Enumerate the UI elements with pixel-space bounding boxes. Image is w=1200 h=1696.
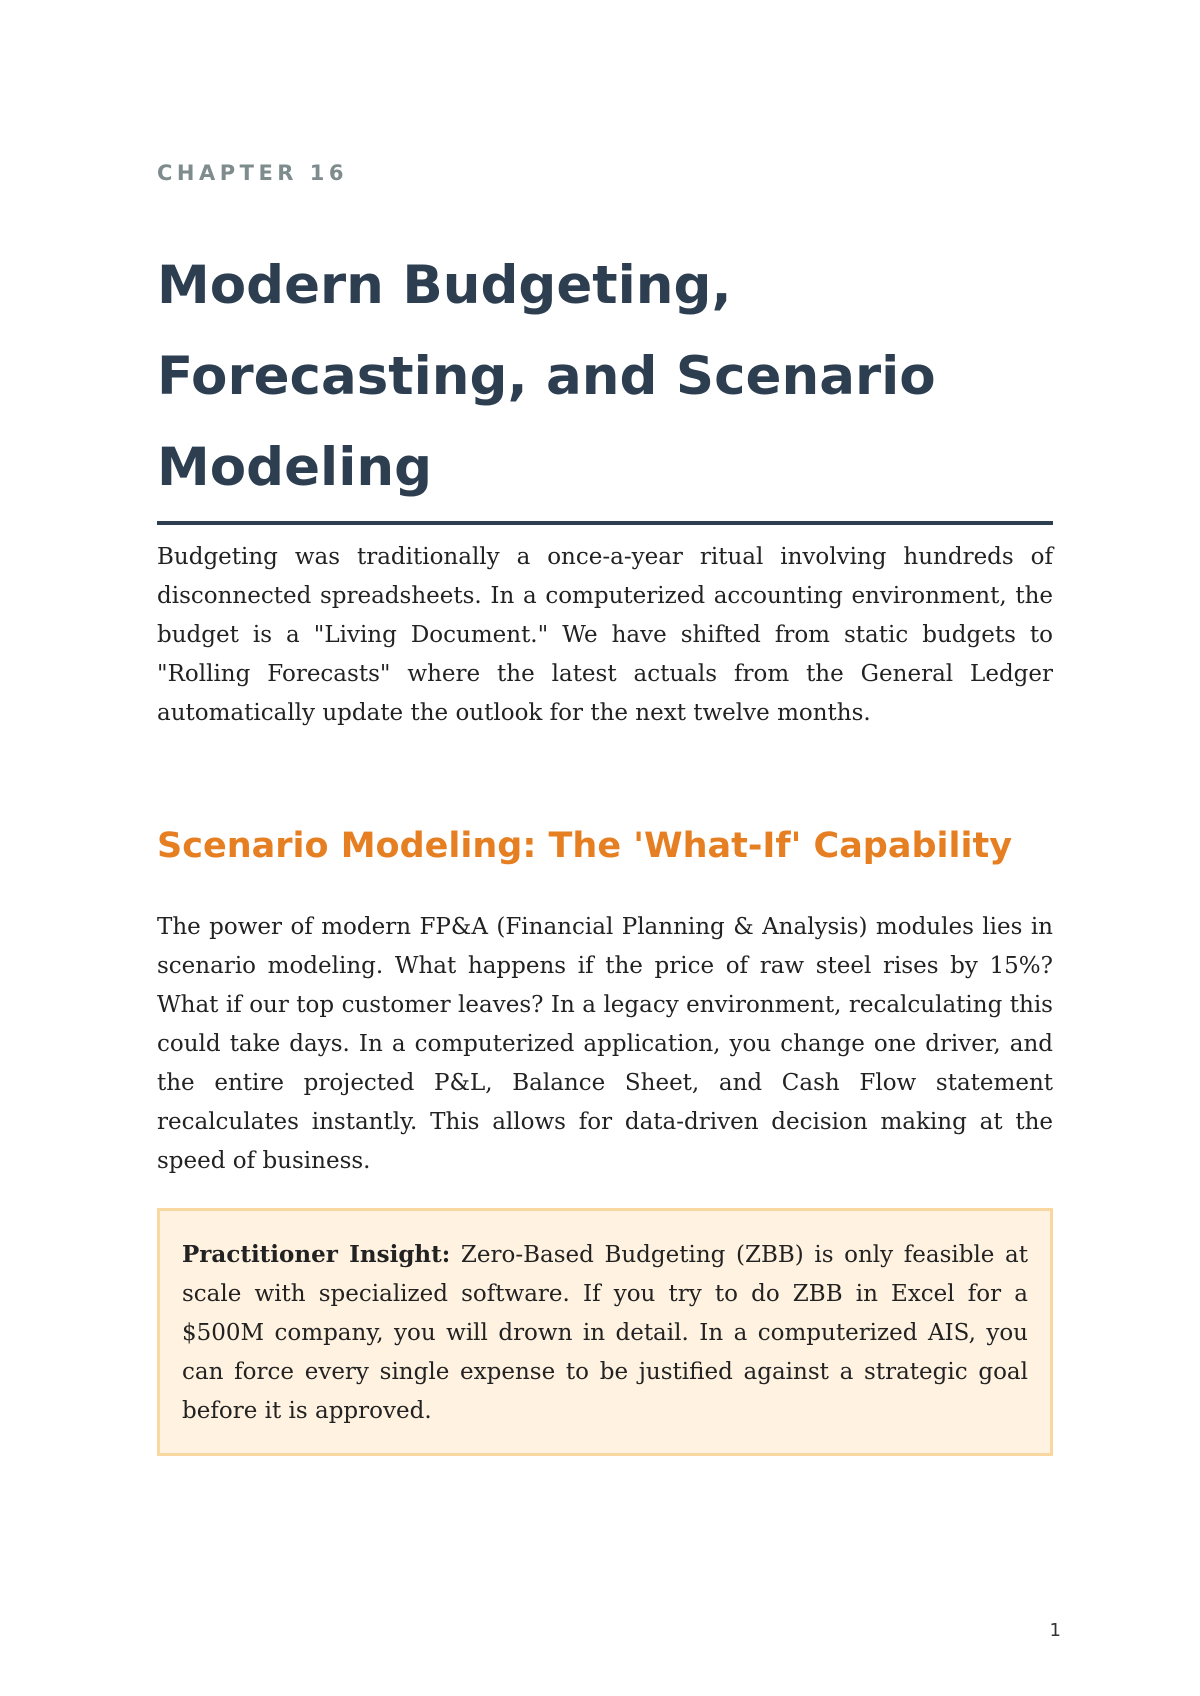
practitioner-insight-callout <box>157 1208 1053 1456</box>
section-paragraph: The power of modern FP&A (Financial Planning & Analysis) modules lies in scenario modeling. What happens if the price of raw steel rises by 15%? What if our top customer leaves? In a legacy environment, recalculating this could take days. In a computerized application, you change one driver, and the entire projected P&L, Balance Sheet, and Cash Flow statement recalculates instantly. This allows for data-driven decision making at the speed of business. <box>157 914 1053 1174</box>
chapter-title: Modern Budgeting, Forecasting, and Scenario Modeling <box>157 240 1053 525</box>
page-number: 1 <box>1049 1620 1061 1641</box>
insight-paragraph <box>182 1235 1028 1431</box>
insight-label: Practitioner Insight: <box>182 1241 451 1268</box>
intro-paragraph: Budgeting was traditionally a once-a-year ritual involving hundreds of disconnected spreadsheets. In a computerized accounting environment, the budget is a "Living Document." We have shifted from static budgets to "Rolling Forecasts" where the latest actuals from the General Ledger automatically update the outlook for the next twelve months. <box>157 544 1053 726</box>
section-heading: Scenario Modeling: The 'What-If' Capability <box>157 826 1013 866</box>
chapter-label: CHAPTER 16 <box>157 161 349 185</box>
insight-text: Zero-Based Budgeting (ZBB) is only feasible at scale with specialized software. If you try to do ZBB in Excel for a $500M company, you will drown in detail. In a computerized AIS, you can force every single expense to be justified against a strategic goal before it is approved. <box>182 1242 1028 1424</box>
